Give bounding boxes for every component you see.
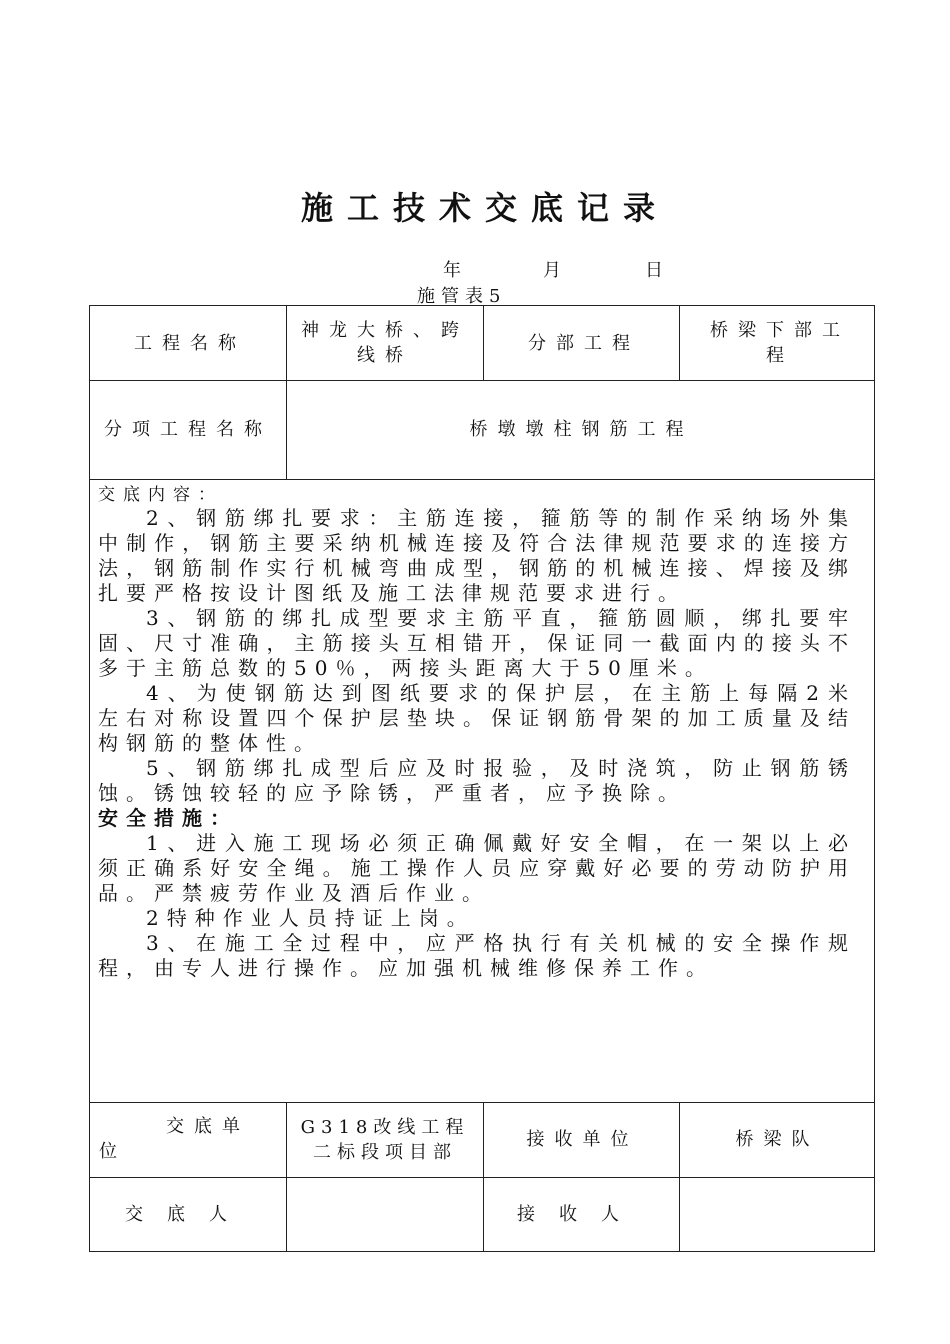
- content-item: 2、钢筋绑扎要求：主筋连接，箍筋等的制作采纳场外集中制作，钢筋主要采纳机械连接及符合法律规范要求的连接方法，钢筋制作实行机械弯曲成型，钢筋的机械连接、焊接及绑扎要严格按设计图纸及施工法律规范要求进行。: [98, 506, 856, 605]
- receiver-unit-label: 接收单位: [526, 1129, 639, 1150]
- issuer-unit-label-line1: 交底单: [166, 1116, 250, 1137]
- receiver-unit-value: 桥梁队: [735, 1129, 820, 1150]
- subitem-label: 分项工程名称: [104, 419, 272, 440]
- subitem-value: 桥墩墩柱钢筋工程: [469, 419, 694, 440]
- col-divider: [483, 1102, 484, 1252]
- receiver-person-value: [680, 1177, 876, 1252]
- issuer-person-value: [287, 1177, 483, 1252]
- safety-item: 3、在施工全过程中，应严格执行有关机械的安全操作规程，由专人进行操作。应加强机械维修保养工作。: [98, 931, 856, 980]
- issuer-unit-label: [90, 1102, 286, 1177]
- date-year: 年: [443, 260, 461, 281]
- issuer-person-label: 交底人: [125, 1204, 251, 1225]
- col-divider: [483, 306, 484, 380]
- col-divider: [679, 306, 680, 380]
- content-item: 3、钢筋的绑扎成型要求主筋平直，箍筋圆顺，绑扎要牢固、尺寸准确，主筋接头互相错开，保证同一截面内的接头不多于主筋总数的50％，两接头距离大于50厘米。: [98, 606, 856, 680]
- col-divider: [286, 306, 287, 380]
- project-name-label: 工程名称: [134, 332, 246, 354]
- project-name-value: 神龙大桥、跨线桥: [301, 320, 469, 366]
- safety-item: 1、进入施工现场必须正确佩戴好安全帽，在一架以上必须正确系好安全绳。施工操作人员应穿戴好必要的劳动防护用品。严禁疲劳作业及酒后作业。: [98, 831, 856, 905]
- issuer-unit-label-line2: 位: [99, 1141, 127, 1162]
- division-value: 桥梁下部工程: [710, 320, 850, 366]
- date-day: 日: [645, 260, 663, 281]
- page-title: 施工技术交底记录: [300, 189, 669, 227]
- form-number: 施管表5: [417, 286, 507, 307]
- content-item: 4、为使钢筋达到图纸要求的保护层，在主筋上每隔2米左右对称设置四个保护层垫块。保证钢筋骨架的加工质量及结构钢筋的整体性。: [98, 681, 856, 755]
- content-label: 交底内容：: [98, 485, 223, 505]
- safety-item: 2特种作业人员持证上岗。: [146, 906, 475, 930]
- receiver-person-label: 接收人: [517, 1204, 643, 1225]
- row-divider: [90, 479, 874, 480]
- issuer-unit-value: G318改线工程二标段项目部: [300, 1116, 470, 1163]
- briefing-content: [98, 484, 856, 981]
- date-month: 月: [543, 260, 561, 281]
- safety-label: 安全措施：: [98, 806, 238, 830]
- content-item: 5、钢筋绑扎成型后应及时报验，及时浇筑，防止钢筋锈蚀。锈蚀较轻的应予除锈，严重者，应予换除。: [98, 756, 856, 805]
- division-label: 分部工程: [528, 332, 640, 354]
